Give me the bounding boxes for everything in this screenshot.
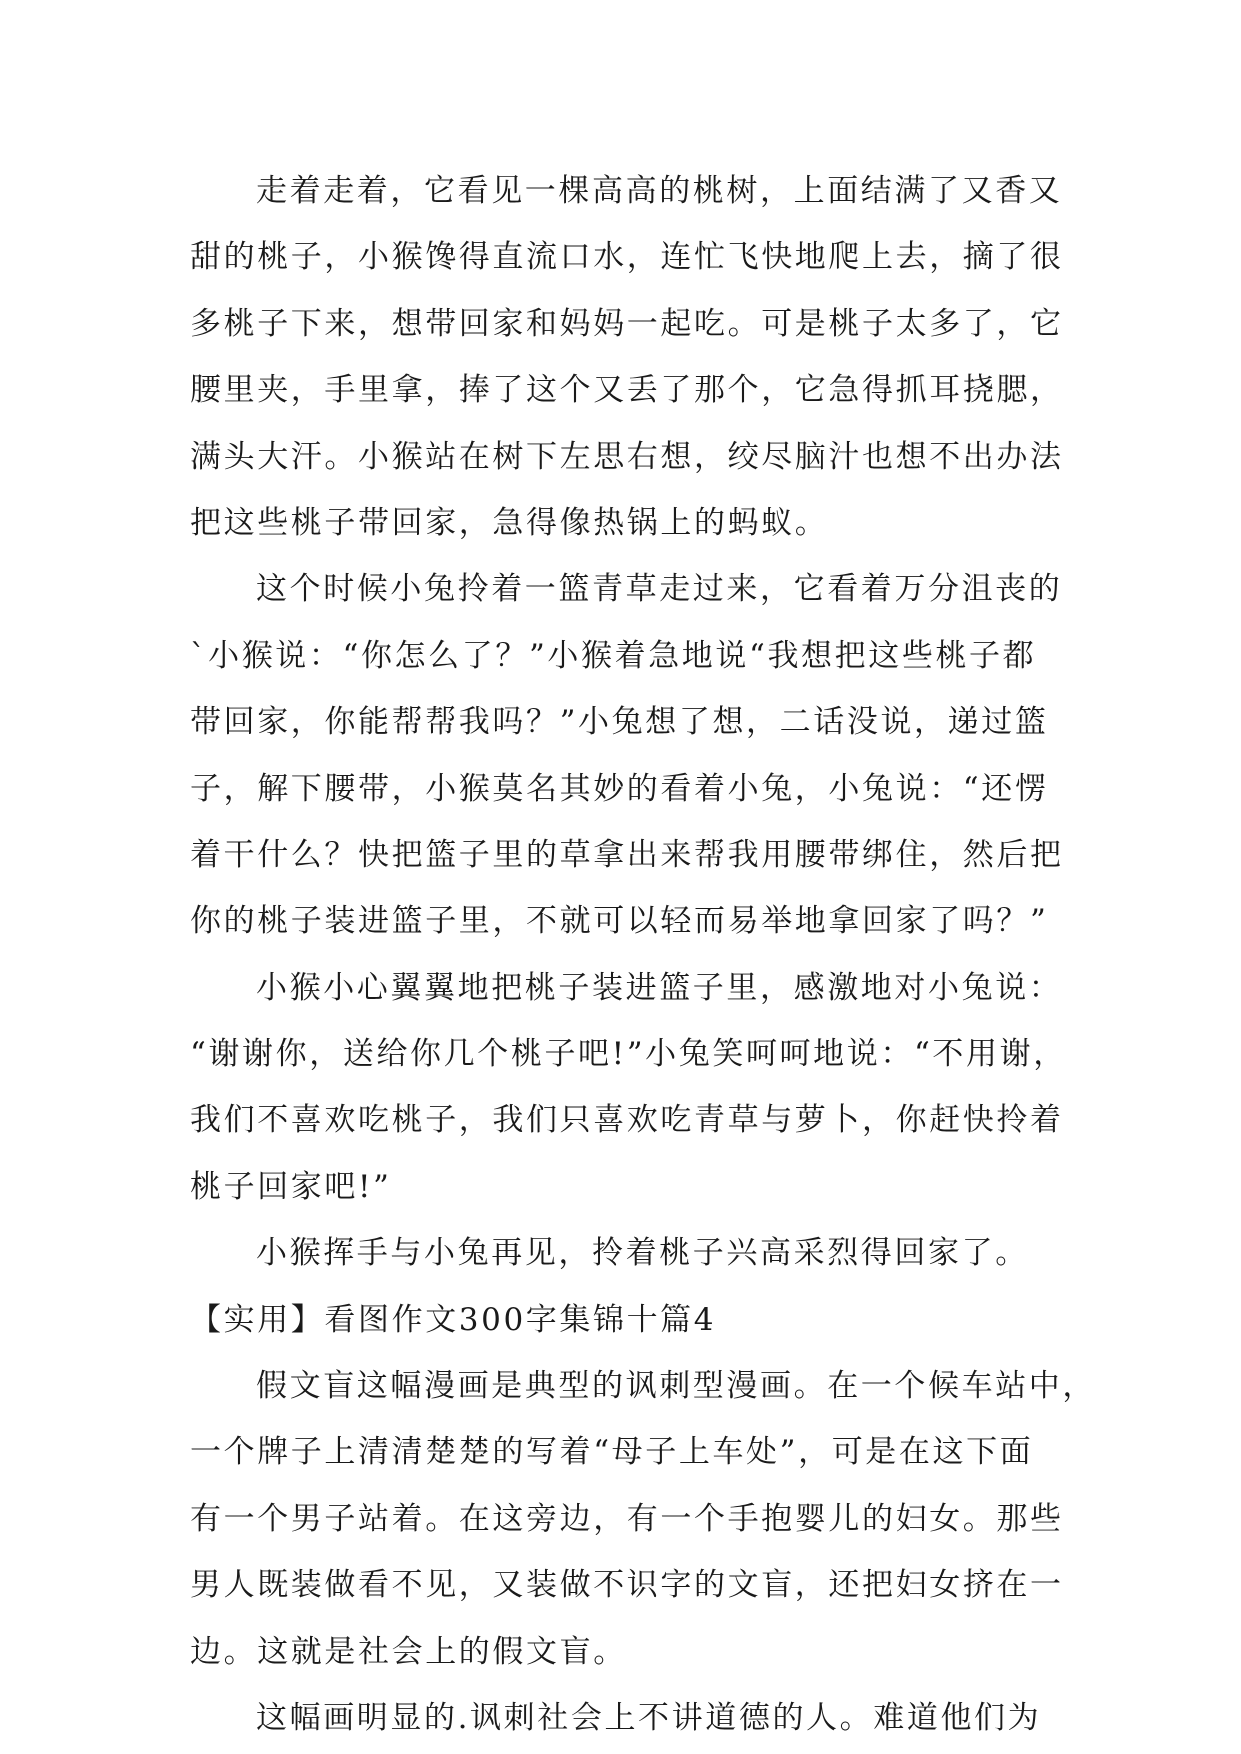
text-line: 子，解下腰带，小猴莫名其妙的看着小兔，小兔说：“还愣 — [190, 770, 1049, 807]
document-body — [190, 158, 1096, 1751]
text-line: `小猴说：“你怎么了？”小猴着急地说“我想把这些桃子都 — [190, 637, 1037, 674]
text-line: 有一个男子站着。在这旁边，有一个手抱婴儿的妇女。那些 — [190, 1500, 1064, 1537]
text-line: 男人既装做看不见，又装做不识字的文盲，还把妇女挤在一 — [190, 1567, 1064, 1604]
text-line: 着干什么？快把篮子里的草拿出来帮我用腰带绑住，然后把 — [190, 836, 1064, 873]
text-line: 带回家，你能帮帮我吗？”小兔想了想，二话没说，递过篮 — [190, 704, 1049, 741]
text-line: 一个牌子上清清楚楚的写着“母子上车处”，可是在这下面 — [190, 1434, 1034, 1471]
text-line: 你的桃子装进篮子里，不就可以轻而易举地拿回家了吗？” — [190, 903, 1049, 940]
text-line: 满头大汗。小猴站在树下左思右想，绞尽脑汁也想不出办法 — [190, 438, 1064, 475]
text-line: 边。这就是社会上的假文盲。 — [190, 1633, 627, 1670]
text-line: 桃子回家吧!” — [190, 1168, 392, 1205]
text-line: 走着走着，它看见一棵高高的桃树，上面结满了又香又 — [256, 173, 1063, 209]
text-line: 假文盲这幅漫画是典型的讽刺型漫画。在一个候车站中， — [256, 1368, 1096, 1405]
text-line: 甜的桃子，小猴馋得直流口水，连忙飞快地爬上去，摘了很 — [190, 239, 1064, 276]
text-line: 我们不喜欢吃桃子，我们只喜欢吃青草与萝卜，你赶快拎着 — [190, 1102, 1064, 1139]
text-line: “谢谢你，送给你几个桃子吧!”小兔笑呵呵地说：“不用谢， — [190, 1036, 1067, 1073]
text-line: 腰里夹，手里拿，捧了这个又丢了那个，它急得抓耳挠腮， — [190, 372, 1064, 409]
text-line: 这幅画明显的.讽刺社会上不讲道德的人。难道他们为 — [256, 1699, 1042, 1736]
text-line: 把这些桃子带回家，急得像热锅上的蚂蚁。 — [190, 504, 829, 541]
text-line: 多桃子下来，想带回家和妈妈一起吃。可是桃子太多了，它 — [190, 305, 1064, 342]
text-line: 小猴挥手与小兔再见，拎着桃子兴高采烈得回家了。 — [256, 1235, 1029, 1272]
text-line: 小猴小心翼翼地把桃子装进篮子里，感激地对小兔说： — [256, 969, 1063, 1006]
text-line: 这个时候小兔拎着一篮青草走过来，它看着万分沮丧的 — [256, 571, 1063, 608]
section-heading: 【实用】看图作文300字集锦十篇4 — [190, 1301, 717, 1338]
